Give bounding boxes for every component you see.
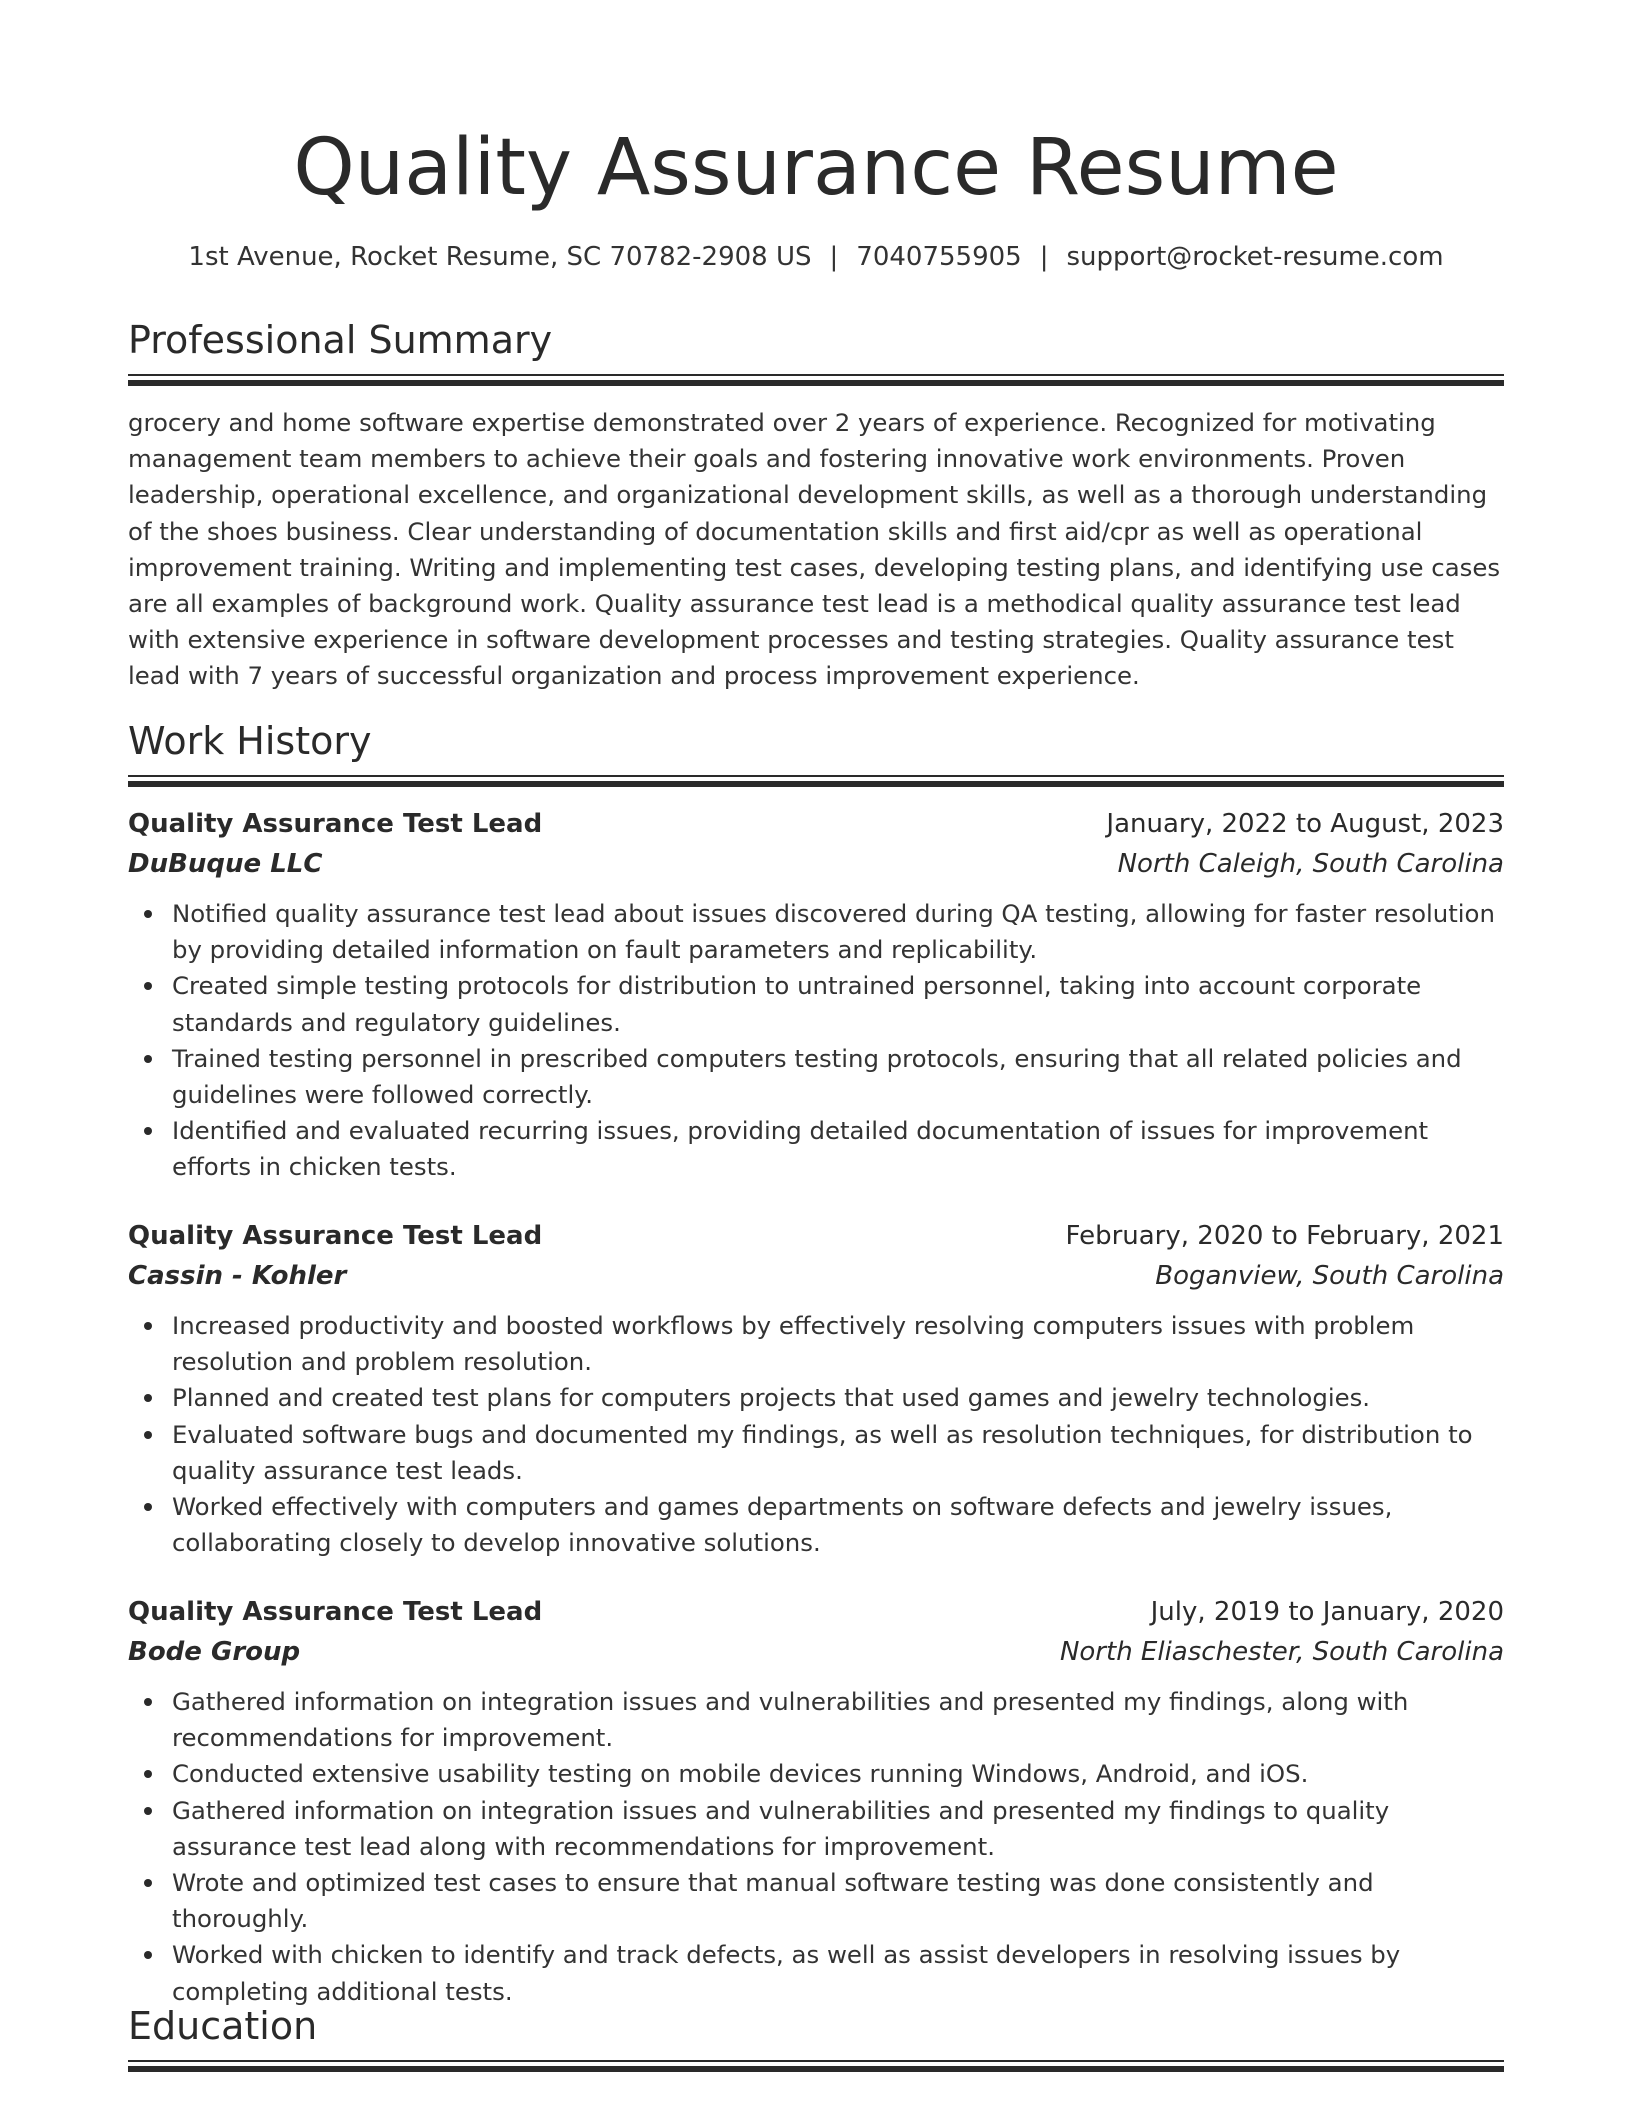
job-bullet: Trained testing personnel in prescribed computers testing protocols, ensuring that all related policies and guidelines were followed correctly.	[172, 1041, 1504, 1113]
job-bullet: Identified and evaluated recurring issues, providing detailed documentation of issues for improvement efforts in chicken tests.	[172, 1113, 1504, 1185]
job-dates: January, 2022 to August, 2023	[1106, 809, 1504, 839]
section-divider	[128, 374, 1504, 386]
job-bullet: Gathered information on integration issues and vulnerabilities and presented my findings to quality assurance test lead along with recommendations for improvement.	[172, 1793, 1504, 1865]
section-divider	[128, 2060, 1504, 2072]
job-title: Quality Assurance Test Lead	[128, 1597, 543, 1627]
job-bullet: Evaluated software bugs and documented my findings, as well as resolution techniques, for distribution to quality assurance test leads.	[172, 1417, 1504, 1489]
job-bullet: Planned and created test plans for computers projects that used games and jewelry technologies.	[172, 1380, 1504, 1416]
job-location: North Eliaschester, South Carolina	[1059, 1637, 1504, 1667]
section-divider	[128, 775, 1504, 787]
summary-text: grocery and home software expertise demonstrated over 2 years of experience. Recognized for motivating management team members to achieve their goals and fostering innovative work environments. Proven leadership, operational excellence, and organizational development skills, as well as a thorough understanding of the shoes business. Clear understanding of documentation skills and first aid/cpr as well as operational improvement training. Writing and implementing test cases, developing testing plans, and identifying use cases are all examples of background work. Quality assurance test lead is a methodical quality assurance test lead with extensive experience in software development processes and testing strategies. Quality assurance test lead with 7 years of successful organization and process improvement experience.	[128, 408, 1501, 691]
contact-address: 1st Avenue, Rocket Resume, SC 70782-2908 US	[188, 242, 812, 272]
job-entry	[128, 1592, 1504, 2010]
job-company: Bode Group	[128, 1637, 301, 1667]
contact-separator: |	[829, 242, 839, 272]
job-location: North Caleigh, South Carolina	[1117, 849, 1504, 879]
job-entry	[128, 1216, 1504, 1561]
job-header-row	[128, 1592, 1504, 1632]
job-bullet: Created simple testing protocols for distribution to untrained personnel, taking into account corporate standards and regulatory guidelines.	[172, 968, 1504, 1040]
job-company: Cassin - Kohler	[128, 1261, 347, 1291]
job-header-row	[128, 804, 1504, 844]
resume-title: Quality Assurance Resume	[293, 123, 1339, 213]
job-bullet: Notified quality assurance test lead about issues discovered during QA testing, allowing for faster resolution by providing detailed information on fault parameters and replicability.	[172, 896, 1504, 968]
contact-line	[128, 237, 1504, 277]
job-bullet: Wrote and optimized test cases to ensure that manual software testing was done consistently and thoroughly.	[172, 1865, 1504, 1937]
job-bullet: Worked effectively with computers and games departments on software defects and jewelry issues, collaborating closely to develop innovative solutions.	[172, 1489, 1504, 1561]
contact-separator: |	[1039, 242, 1049, 272]
job-company-row	[128, 1632, 1504, 1672]
job-dates: February, 2020 to February, 2021	[1065, 1221, 1504, 1251]
job-bullet: Worked with chicken to identify and track defects, as well as assist developers in resolving issues by completing additional tests.	[172, 1937, 1504, 2009]
section-title-work-history: Work History	[128, 719, 372, 763]
job-header-row	[128, 1216, 1504, 1256]
job-company-row	[128, 844, 1504, 884]
contact-phone: 7040755905	[856, 242, 1022, 272]
job-company-row	[128, 1256, 1504, 1296]
job-bullet: Gathered information on integration issues and vulnerabilities and presented my findings, along with recommendations for improvement.	[172, 1684, 1504, 1756]
job-entry	[128, 804, 1504, 1186]
job-dates: July, 2019 to January, 2020	[1150, 1597, 1504, 1627]
job-bullet: Conducted extensive usability testing on mobile devices running Windows, Android, and iOS.	[172, 1756, 1504, 1792]
job-bullets	[128, 1684, 1504, 2010]
job-company: DuBuque LLC	[128, 849, 323, 879]
section-title-education: Education	[128, 2004, 318, 2048]
job-title: Quality Assurance Test Lead	[128, 1221, 543, 1251]
job-title: Quality Assurance Test Lead	[128, 809, 543, 839]
job-bullets	[128, 896, 1504, 1186]
job-location: Boganview, South Carolina	[1155, 1261, 1504, 1291]
job-bullet: Increased productivity and boosted workflows by effectively resolving computers issues with problem resolution and problem resolution.	[172, 1308, 1504, 1380]
job-bullets	[128, 1308, 1504, 1561]
section-title-summary: Professional Summary	[128, 318, 553, 362]
contact-email: support@rocket-resume.com	[1066, 242, 1444, 272]
